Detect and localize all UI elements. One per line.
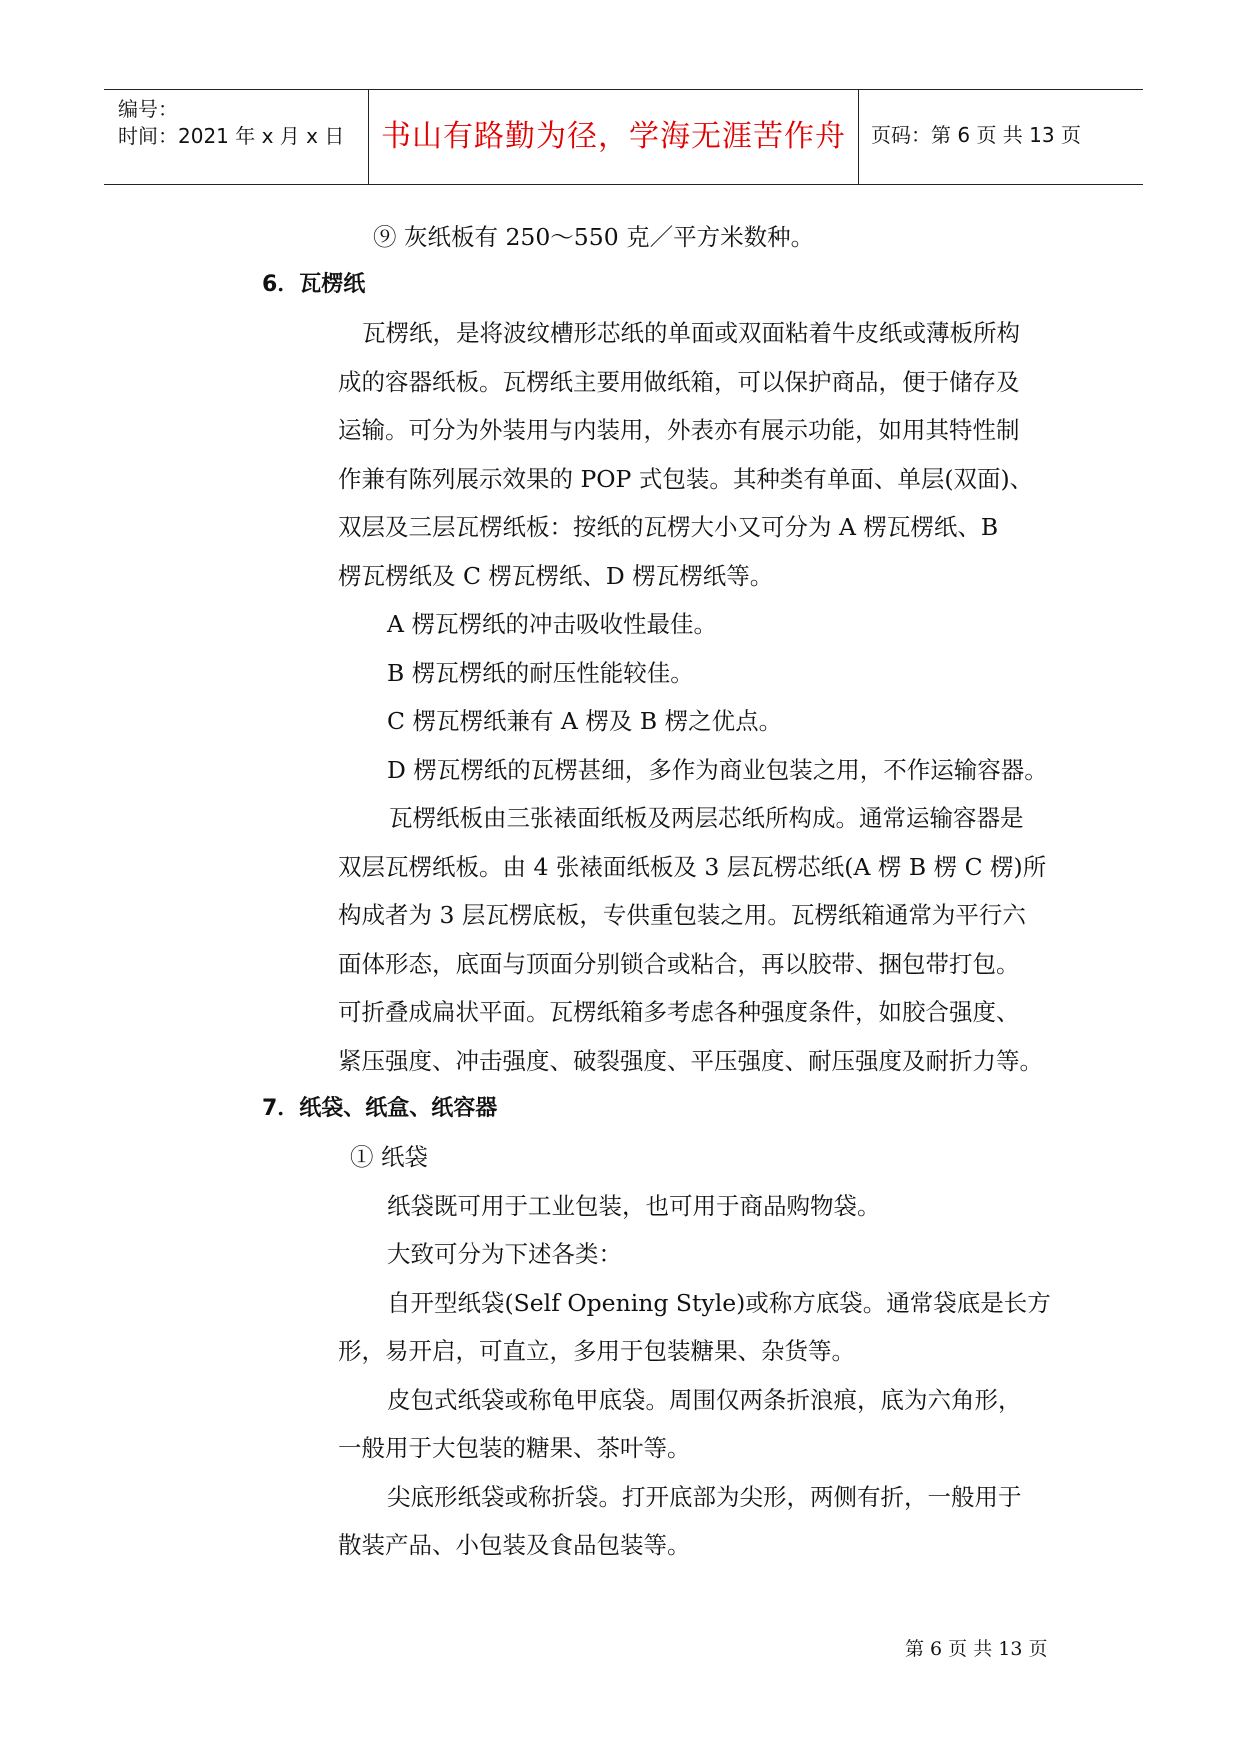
paragraph-line: 皮包式纸袋或称龟甲底袋。周围仅两条折浪痕，底为六角形， <box>387 1386 1022 1414</box>
paragraph-line: 可折叠成扁状平面。瓦楞纸箱多考虑各种强度条件，如胶合强度、 <box>338 998 1020 1026</box>
header-motto: 书山有路勤为径，学海无涯苦作舟 <box>381 119 846 154</box>
number-label: 编号： <box>118 97 178 121</box>
paragraph-line: 瓦楞纸板由三张裱面纸板及两层芯纸所构成。通常运输容器是 <box>389 804 1024 832</box>
paragraph-line: 形，易开启，可直立，多用于包装糖果、杂货等。 <box>338 1337 855 1365</box>
paragraph-line: 自开型纸袋(Self Opening Style)或称方底袋。通常袋底是长方 <box>387 1289 1051 1317</box>
time-label: 时间：2021 年 x 月 x 日 <box>118 124 345 148</box>
header-page-cell <box>859 90 1143 184</box>
section-heading: 6．瓦楞纸 <box>262 272 366 297</box>
paragraph-line: 纸袋既可用于工业包装，也可用于商品购物袋。 <box>387 1192 881 1220</box>
header-page-label: 页码：第 6 页 共 13 页 <box>871 122 1081 147</box>
paragraph-line: 楞瓦楞纸及 C 楞瓦楞纸、D 楞瓦楞纸等。 <box>338 562 774 590</box>
paragraph-line: 紧压强度、冲击强度、破裂强度、平压强度、耐压强度及耐折力等。 <box>338 1047 1043 1075</box>
paragraph-line: 双层及三层瓦楞纸板：按纸的瓦楞大小又可分为 A 楞瓦楞纸、B <box>338 513 999 541</box>
page-footer: 第 6 页 共 13 页 <box>905 1638 1048 1660</box>
paragraph-line: 尖底形纸袋或称折袋。打开底部为尖形，两侧有折，一般用于 <box>387 1483 1022 1511</box>
paragraph-line: 构成者为 3 层瓦楞底板，专供重包装之用。瓦楞纸箱通常为平行六 <box>338 901 1026 929</box>
paragraph-line: 散装产品、小包装及食品包装等。 <box>338 1531 691 1559</box>
body-line: ⑨ 灰纸板有 250～550 克／平方米数种。 <box>373 223 815 251</box>
paragraph-line: 运输。可分为外装用与内装用，外表亦有展示功能，如用其特性制 <box>338 416 1020 444</box>
paragraph-line: B 楞瓦楞纸的耐压性能较佳。 <box>387 659 694 687</box>
paragraph-line: D 楞瓦楞纸的瓦楞甚细，多作为商业包装之用，不作运输容器。 <box>387 756 1048 784</box>
paragraph-line: A 楞瓦楞纸的冲击吸收性最佳。 <box>387 610 717 638</box>
header-info-cell <box>104 90 369 184</box>
paragraph-line: 作兼有陈列展示效果的 POP 式包装。其种类有单面、单层(双面)、 <box>338 465 1034 493</box>
header-motto-cell <box>369 90 859 184</box>
paragraph-line: 面体形态，底面与顶面分别锁合或粘合，再以胶带、捆包带打包。 <box>338 950 1020 978</box>
paragraph-line: C 楞瓦楞纸兼有 A 楞及 B 楞之优点。 <box>387 707 783 735</box>
document-header <box>104 89 1143 185</box>
subsection-heading: ① 纸袋 <box>350 1143 428 1171</box>
paragraph-line: 成的容器纸板。瓦楞纸主要用做纸箱，可以保护商品，便于储存及 <box>338 368 1020 396</box>
paragraph-line: 双层瓦楞纸板。由 4 张裱面纸板及 3 层瓦楞芯纸(A 楞 B 楞 C 楞)所 <box>338 853 1047 881</box>
section-heading: 7．纸袋、纸盒、纸容器 <box>262 1096 498 1121</box>
paragraph-line: 一般用于大包装的糖果、茶叶等。 <box>338 1434 691 1462</box>
paragraph-line: 瓦楞纸，是将波纹槽形芯纸的单面或双面粘着牛皮纸或薄板所构 <box>362 319 1020 347</box>
paragraph-line: 大致可分为下述各类： <box>387 1240 622 1268</box>
